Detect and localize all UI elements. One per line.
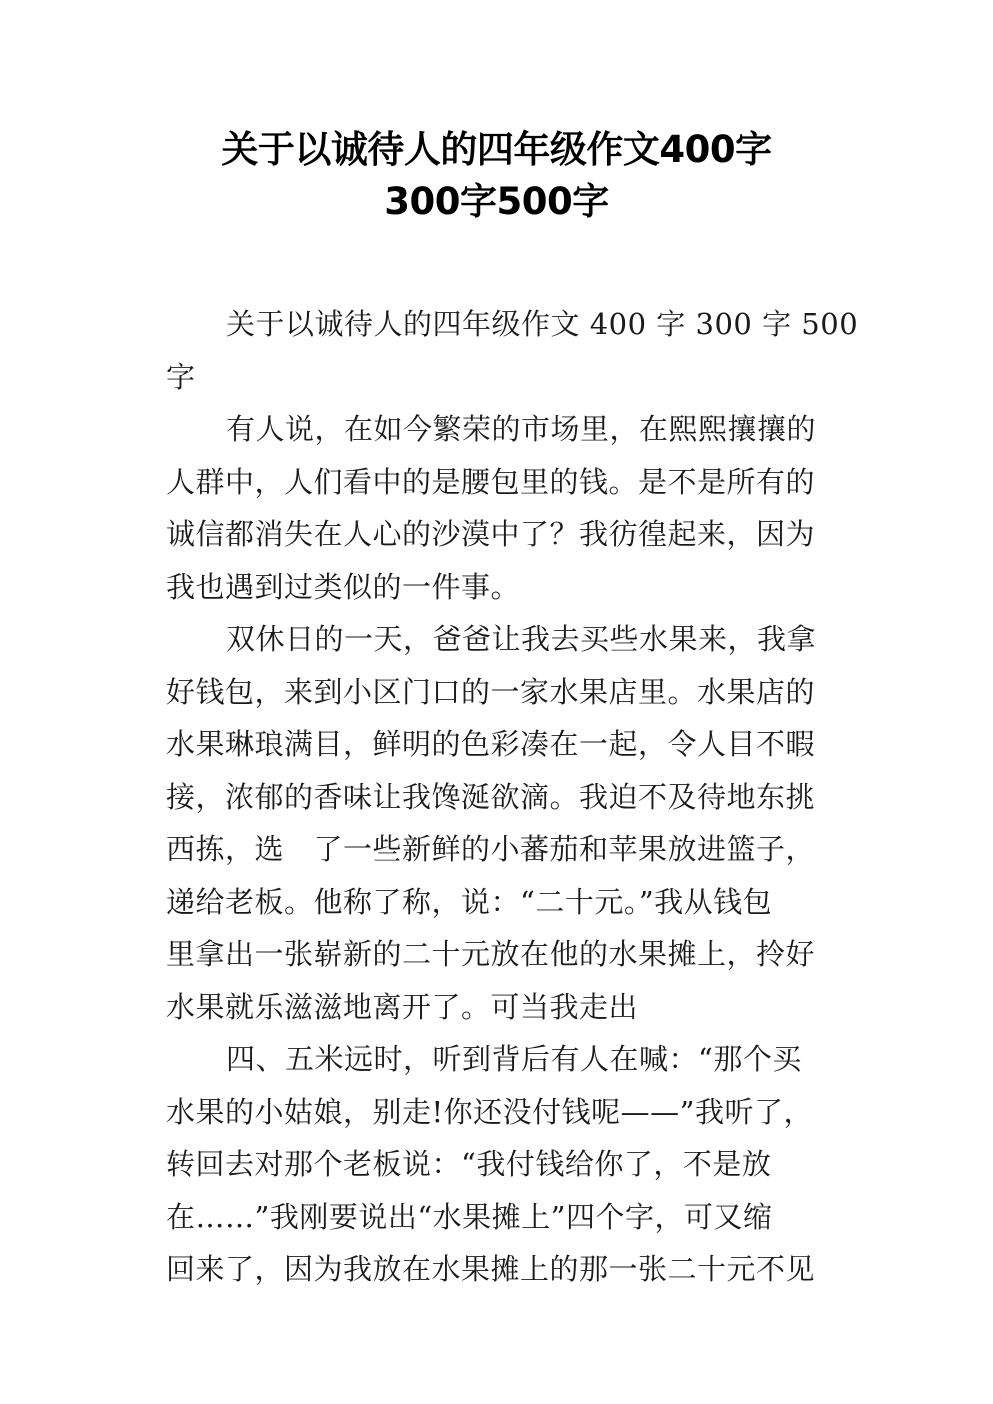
paragraph-line: 西拣，选 了一些新鲜的小蕃茄和苹果放进篮子，: [166, 832, 816, 866]
paragraph-line: 在……”我刚要说出“水果摊上”四个字，可又缩: [166, 1199, 773, 1234]
paragraph-line: 递给老板。他称了称，说：“二十元。”我从钱包: [166, 884, 773, 919]
paragraph-line: 里拿出一张崭新的二十元放在他的水果摊上，拎好: [166, 937, 816, 971]
document-body: [166, 298, 859, 1296]
paragraph-line: 字: [166, 359, 196, 394]
paragraph-line: 人群中，人们看中的是腰包里的钱。是不是所有的: [166, 464, 816, 499]
paragraph-line: 我也遇到过类似的一件事。: [166, 569, 521, 604]
paragraph-line: 水果就乐滋滋地离开了。可当我走出: [166, 989, 639, 1024]
paragraph-line: 四、五米远时，听到背后有人在喊：“那个买: [226, 1042, 802, 1076]
paragraph-line: 转回去对那个老板说：“我付钱给你了，不是放: [166, 1147, 772, 1181]
paragraph-line: 关于以诚待人的四年级作文 400 字 300 字 500: [226, 307, 859, 341]
paragraph-line: 好钱包，来到小区门口的一家水果店里。水果店的: [166, 674, 816, 709]
paragraph-line: 双休日的一天，爸爸让我去买些水果来，我拿: [226, 622, 817, 656]
paragraph-line: 接，浓郁的香味让我馋涎欲滴。我迫不及待地东挑: [166, 779, 816, 814]
paragraph-line: 水果的小姑娘，别走!你还没付钱呢——”我听了，: [166, 1094, 813, 1129]
paragraph-3: [166, 613, 828, 1033]
title-line-1: 关于以诚待人的四年级作文400字: [221, 128, 772, 171]
paragraph-line: 水果琳琅满目，鲜明的色彩凑在一起，令人目不暇: [166, 727, 816, 761]
paragraph-2: [166, 403, 828, 613]
paragraph-line: 回来了，因为我放在水果摊上的那一张二十元不见: [166, 1252, 816, 1286]
paragraph-4: [166, 1033, 828, 1296]
document-title: [0, 124, 993, 228]
paragraph-1: [166, 298, 859, 403]
paragraph-line: 有人说，在如今繁荣的市场里，在熙熙攘攘的: [226, 412, 817, 446]
title-line-2: 300字500字: [384, 180, 609, 223]
paragraph-line: 诚信都消失在人心的沙漠中了？我彷徨起来，因为: [166, 517, 816, 551]
